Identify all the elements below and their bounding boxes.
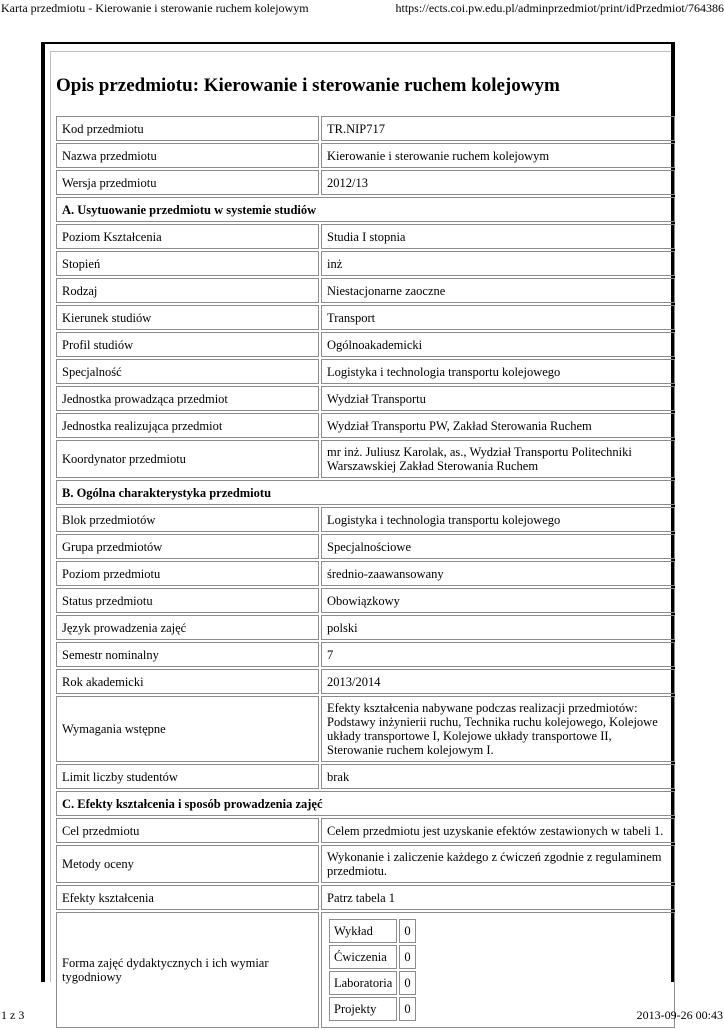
table-row (56, 845, 675, 883)
section-c-title: C. Efekty kształcenia i sposób prowadzenia zajęć (56, 791, 675, 816)
row-value: średnio-zaawansowany (321, 561, 675, 586)
row-key: Grupa przedmiotów (56, 534, 319, 559)
row-value: Studia I stopnia (321, 224, 675, 249)
row-key: Profil studiów (56, 332, 319, 357)
row-value: Logistyka i technologia transportu kolejowego (321, 507, 675, 532)
row-key: Efekty kształcenia (56, 885, 319, 910)
section-a-title: A. Usytuowanie przedmiotu w systemie studiów (56, 197, 675, 222)
row-key: Rok akademicki (56, 669, 319, 694)
table-row (56, 332, 675, 357)
row-value: Ogólnoakademicki (321, 332, 675, 357)
row-key: Poziom Kształcenia (56, 224, 319, 249)
table-row (56, 885, 675, 910)
row-key: Wymagania wstępne (56, 696, 319, 762)
row-value: Kierowanie i sterowanie ruchem kolejowym (321, 143, 675, 168)
forma-label: Wykład (329, 919, 397, 943)
print-page-title: Karta przedmiotu - Kierowanie i sterowanie ruchem kolejowym (1, 1, 309, 15)
page-title: Opis przedmiotu: Kierowanie i sterowanie ruchem kolejowym (56, 75, 560, 96)
row-value: 2013/2014 (321, 669, 675, 694)
row-key: Stopień (56, 251, 319, 276)
row-value: 7 (321, 642, 675, 667)
table-row (329, 971, 416, 995)
table-row (56, 413, 675, 438)
row-key: Semestr nominalny (56, 642, 319, 667)
row-value: Wydział Transportu (321, 386, 675, 411)
row-value: Efekty kształcenia nabywane podczas realizacji przedmiotów: Podstawy inżynierii ruchu, Technika ruchu kolejowego, Kolejowe układy transportowe I, Kolejowe układy transportowe II, Sterowanie ruchem kolejowym I. (321, 696, 675, 762)
section-header (56, 480, 675, 505)
table-row (56, 143, 675, 168)
forma-label: Ćwiczenia (329, 945, 397, 969)
table-row (56, 224, 675, 249)
row-key: Cel przedmiotu (56, 818, 319, 843)
row-key: Język prowadzenia zajęć (56, 615, 319, 640)
section-b-title: B. Ogólna charakterystyka przedmiotu (56, 480, 675, 505)
row-key: Kod przedmiotu (56, 116, 319, 141)
row-value: TR.NIP717 (321, 116, 675, 141)
row-key: Kierunek studiów (56, 305, 319, 330)
section-header (56, 197, 675, 222)
table-row (56, 170, 675, 195)
table-row (56, 818, 675, 843)
document-frame (41, 42, 675, 1016)
table-row (56, 588, 675, 613)
course-description-table (54, 114, 677, 1030)
row-key: Wersja przedmiotu (56, 170, 319, 195)
row-value: Patrz tabela 1 (321, 885, 675, 910)
table-row (56, 305, 675, 330)
print-footer (0, 1006, 724, 1024)
row-value: Obowiązkowy (321, 588, 675, 613)
table-row (56, 507, 675, 532)
row-value: Transport (321, 305, 675, 330)
forma-value: 0 (399, 945, 415, 969)
forma-label: Laboratoria (329, 971, 397, 995)
table-row (56, 764, 675, 789)
table-row (56, 534, 675, 559)
print-header (0, 0, 724, 18)
row-key: Limit liczby studentów (56, 764, 319, 789)
row-key: Specjalność (56, 359, 319, 384)
table-row (56, 359, 675, 384)
row-key: Forma zajęć dydaktycznych i ich wymiar tygodniowy (56, 912, 319, 1028)
table-row (56, 440, 675, 478)
row-value: Specjalnościowe (321, 534, 675, 559)
row-key: Blok przedmiotów (56, 507, 319, 532)
row-key: Jednostka realizująca przedmiot (56, 413, 319, 438)
table-row (56, 642, 675, 667)
table-row (329, 945, 416, 969)
forma-value: 0 (399, 971, 415, 995)
page-counter: 1 z 3 (1, 1008, 25, 1022)
forma-label: Projekty (329, 997, 397, 1021)
table-row (56, 251, 675, 276)
row-key: Koordynator przedmiotu (56, 440, 319, 478)
table-row (56, 669, 675, 694)
row-key: Rodzaj (56, 278, 319, 303)
table-row (56, 696, 675, 762)
document-body (50, 51, 671, 1016)
row-key: Jednostka prowadząca przedmiot (56, 386, 319, 411)
row-value: Wydział Transportu PW, Zakład Sterowania Ruchem (321, 413, 675, 438)
print-timestamp: 2013-09-26 00:43 (636, 1008, 723, 1022)
table-row (56, 615, 675, 640)
section-header (56, 791, 675, 816)
forma-value: 0 (399, 997, 415, 1021)
row-value: mr inż. Juliusz Karolak, as., Wydział Transportu Politechniki Warszawskiej Zakład Sterowania Ruchem (321, 440, 675, 478)
row-value: inż (321, 251, 675, 276)
row-key: Poziom przedmiotu (56, 561, 319, 586)
table-row (56, 278, 675, 303)
table-row (56, 386, 675, 411)
row-key: Metody oceny (56, 845, 319, 883)
row-value: Niestacjonarne zaoczne (321, 278, 675, 303)
row-value: Wykonanie i zaliczenie każdego z ćwiczeń zgodnie z regulaminem przedmiotu. (321, 845, 675, 883)
table-row (56, 116, 675, 141)
row-key: Status przedmiotu (56, 588, 319, 613)
forma-value: 0 (399, 919, 415, 943)
print-url: https://ects.coi.pw.edu.pl/adminprzedmiot/print/idPrzedmiot/764386 (395, 1, 724, 15)
row-value: brak (321, 764, 675, 789)
row-key: Nazwa przedmiotu (56, 143, 319, 168)
row-value: Celem przedmiotu jest uzyskanie efektów zestawionych w tabeli 1. (321, 818, 675, 843)
table-row (56, 561, 675, 586)
row-value: Logistyka i technologia transportu kolejowego (321, 359, 675, 384)
table-row (329, 919, 416, 943)
row-value: 2012/13 (321, 170, 675, 195)
row-value: polski (321, 615, 675, 640)
